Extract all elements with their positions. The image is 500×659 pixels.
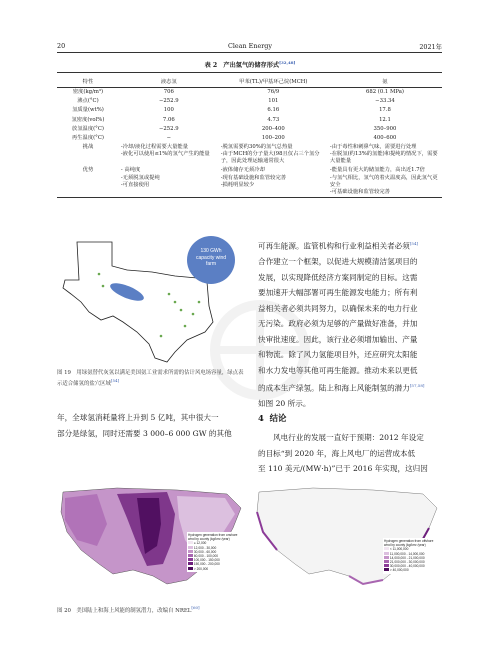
text-line: 要加速开大幅部署可再生能源发电能力；所有利 bbox=[258, 288, 418, 298]
legend-title: Hydrogen generation from onshore wind by county (kg/km² /year) bbox=[188, 533, 238, 542]
header-rule bbox=[57, 52, 442, 53]
text-line: 部分是绿氢，同时还需要 3 000–6 000 GW 的其他 bbox=[57, 428, 232, 438]
salt-cavern-dot bbox=[174, 301, 177, 304]
conclusion-text bbox=[258, 430, 444, 477]
table-cell: −33.34 bbox=[375, 98, 395, 105]
table-cell: 100–200 bbox=[261, 134, 285, 141]
column-header: 液态氢 bbox=[119, 78, 219, 88]
challenges-ammonia: -由于毒性和刺鼻气味，需要进行处理 -在脱氢(约13%的氢能)和提纯的情况下，需要大量能量 bbox=[329, 143, 438, 165]
journal-name: Clean Energy bbox=[228, 42, 272, 50]
section-heading: 4 结论 bbox=[258, 413, 287, 423]
table-cell: 沸点(°C) bbox=[77, 98, 99, 105]
legend-item: > 40,000,000 bbox=[384, 568, 440, 572]
salt-cavern-dot bbox=[184, 325, 187, 328]
table-cell: 706 bbox=[163, 89, 174, 96]
legend-item: 150,000 - 200,000 bbox=[188, 562, 244, 566]
text-line: 和物流。除了风力氢能项目外，还应研究太阳能 bbox=[258, 350, 418, 360]
legend-title: Hydrogen generation from offshore wind by county (kg/km² /year) bbox=[384, 539, 434, 548]
legend-item: 30,000,000 - 40,000,000 bbox=[384, 564, 440, 568]
legend-item: 21,000,000 - 30,000,000 bbox=[384, 560, 440, 564]
text-line: 年，全球氢消耗量将上升到 5 亿吨，其中很大一 bbox=[57, 413, 219, 422]
salt-cavern-dot bbox=[160, 335, 163, 338]
figure-20-offshore-map bbox=[253, 484, 443, 592]
table-cell: 氢密度(vol%) bbox=[71, 116, 105, 123]
capacity-bubble-label: 130 GWh capacity wind farm bbox=[195, 248, 226, 267]
advantages-ammonia: -能量具有更大的储氢能力，高出近1.7倍 -与氢气相比，氢气的着火温度高，因此氢气更安全 -可基础设施和监管较完善 bbox=[329, 167, 438, 195]
figure-19-texas-map bbox=[57, 236, 247, 366]
table-row bbox=[57, 125, 442, 134]
salt-cavern-dot bbox=[98, 273, 101, 276]
text-line: 至 110 美元/(MW·h)”已于 2016 年实现，这归因 bbox=[258, 464, 428, 473]
challenges-mch: -脱氢需要约30%的氢气总热量 -由于MCH的分子量大(98且仅占三个氢分子，因此处理运输通常很大 bbox=[220, 143, 320, 165]
table-cell: − bbox=[166, 134, 172, 141]
text-line: 的目标“到 2020 年，海上风电厂的运营成本低 bbox=[258, 448, 416, 458]
text-line: 的成本生产绿氢。陆上和海上风能制氢的潜力[57,58] bbox=[258, 383, 425, 393]
salt-cavern-dot bbox=[198, 301, 201, 304]
legend-item: 14,000,000 - 21,000,000 bbox=[384, 556, 440, 560]
text-line: 和水力发电等其他可再生能源。推动未来以更低 bbox=[258, 365, 418, 375]
journal-year: 2021年 bbox=[419, 43, 442, 51]
legend-item: 100,000 - 150,000 bbox=[188, 558, 244, 562]
table-cell: 682 (0.1 MPa) bbox=[365, 89, 404, 96]
table-cell: 350–900 bbox=[373, 125, 397, 132]
salt-cavern-dot bbox=[192, 313, 195, 316]
column-header: 特性 bbox=[57, 78, 119, 88]
table-cell: 密度(kg/m³) bbox=[72, 89, 104, 96]
legend-item: 12,000 - 30,000 bbox=[188, 546, 244, 550]
table-row-advantages bbox=[57, 166, 442, 197]
text-line: 可再生能源。监管机构和行业利益相关者必须[54] bbox=[258, 241, 419, 251]
onshore-legend bbox=[187, 532, 245, 572]
table-cell: 再生温度(°C) bbox=[71, 134, 104, 141]
right-column-text bbox=[258, 236, 444, 412]
table-cell: 放氢温度(°C) bbox=[71, 125, 104, 132]
table-cell: −252.9 bbox=[158, 125, 179, 132]
table-cell: 4.73 bbox=[267, 116, 280, 123]
figure-19-caption: 图 19 用绿氨替代灰氢以满足美国氨工业需求所需的估计风电场容量，绿点表示适合储氢的盐穴区域[54] bbox=[57, 370, 244, 387]
advantages-liquid-hydrogen: - 高纯度 -无须脱氢或提纯 -可直接使用 bbox=[120, 167, 160, 188]
table-title: 表 2 产出氢气的储存形式[32,48] bbox=[204, 60, 296, 70]
offshore-legend bbox=[383, 538, 441, 574]
legend-item: < 11,000,000 bbox=[384, 547, 440, 551]
text-line: 益相关者必须共同努力，以确保未来的电力行业 bbox=[258, 303, 418, 313]
text-line: 风电行业的发展一直好于预期：2012 年设定 bbox=[273, 433, 424, 442]
table-cell: 7.06 bbox=[162, 116, 175, 123]
table-header-row bbox=[57, 78, 442, 88]
page-number: 20 bbox=[57, 42, 66, 50]
table-row bbox=[57, 116, 442, 125]
table-row bbox=[57, 134, 442, 143]
legend-item: 30,000 - 60,000 bbox=[188, 550, 244, 554]
figure-20-caption: 图 20 美国陆上和海上风能的制氢潜力，改编自 NREL[60] bbox=[57, 605, 200, 614]
text-line: 如图 20 所示。 bbox=[258, 399, 311, 409]
table-cell: 6.16 bbox=[267, 107, 280, 114]
legend-item: 60,000 - 100,000 bbox=[188, 554, 244, 558]
table-cell: −252.9 bbox=[158, 98, 179, 105]
challenges-liquid-hydrogen: -冷却/液化过程需要大量能量 -液化可以使用≤1%的氢气产生的能量 bbox=[120, 143, 210, 158]
table-cell: 100 bbox=[163, 107, 174, 114]
table-row bbox=[57, 106, 442, 115]
table-row bbox=[57, 88, 442, 98]
legend-item: > 200,000 bbox=[188, 567, 244, 571]
advantages-mch: -液体储存无须冷却 -现有基础设施和监管较完善 -损耗明显较少 bbox=[220, 167, 287, 188]
column-header: 氨 bbox=[328, 78, 442, 88]
table-row bbox=[57, 97, 442, 106]
table-row-challenges bbox=[57, 143, 442, 166]
text-line: 快审批速度。因此，该行业必须增加输出、产量 bbox=[258, 334, 418, 344]
column-header: 甲苯(TL)/甲基环己烷(MCH) bbox=[219, 78, 328, 88]
row-label-advantages: 优势 bbox=[82, 167, 94, 174]
text-line: 合作建立一个框架，以促进大规模清洁氢项目的 bbox=[258, 257, 418, 267]
text-line: 发展，以实现降低经济方案同制定的目标。这需 bbox=[258, 272, 418, 282]
row-label-challenges: 挑战 bbox=[82, 143, 94, 150]
legend-item: ≤ 12,000 bbox=[188, 541, 244, 545]
table-cell: 17.8 bbox=[379, 107, 391, 114]
text-line: 无污染。政府必须为足够的产量做好准备，并加 bbox=[258, 319, 418, 329]
table-top-rule bbox=[57, 72, 442, 73]
table-cell: 400–600 bbox=[373, 134, 397, 141]
salt-cavern-dot bbox=[102, 285, 105, 288]
table-cell: 101 bbox=[268, 98, 279, 105]
table-cell: 12.1 bbox=[379, 116, 391, 123]
salt-cavern-dot bbox=[168, 293, 171, 296]
figure-20-onshore-map bbox=[57, 484, 247, 592]
table-cell: 76/9 bbox=[267, 89, 280, 96]
table-cell: 氢质量(wt%) bbox=[72, 107, 104, 114]
table-cell: 200–400 bbox=[261, 125, 285, 132]
left-column-text bbox=[57, 410, 247, 441]
legend-item: 11,000,000 - 14,000,000 bbox=[384, 552, 440, 556]
storage-table bbox=[57, 78, 442, 198]
salt-cavern-dot bbox=[180, 309, 183, 312]
